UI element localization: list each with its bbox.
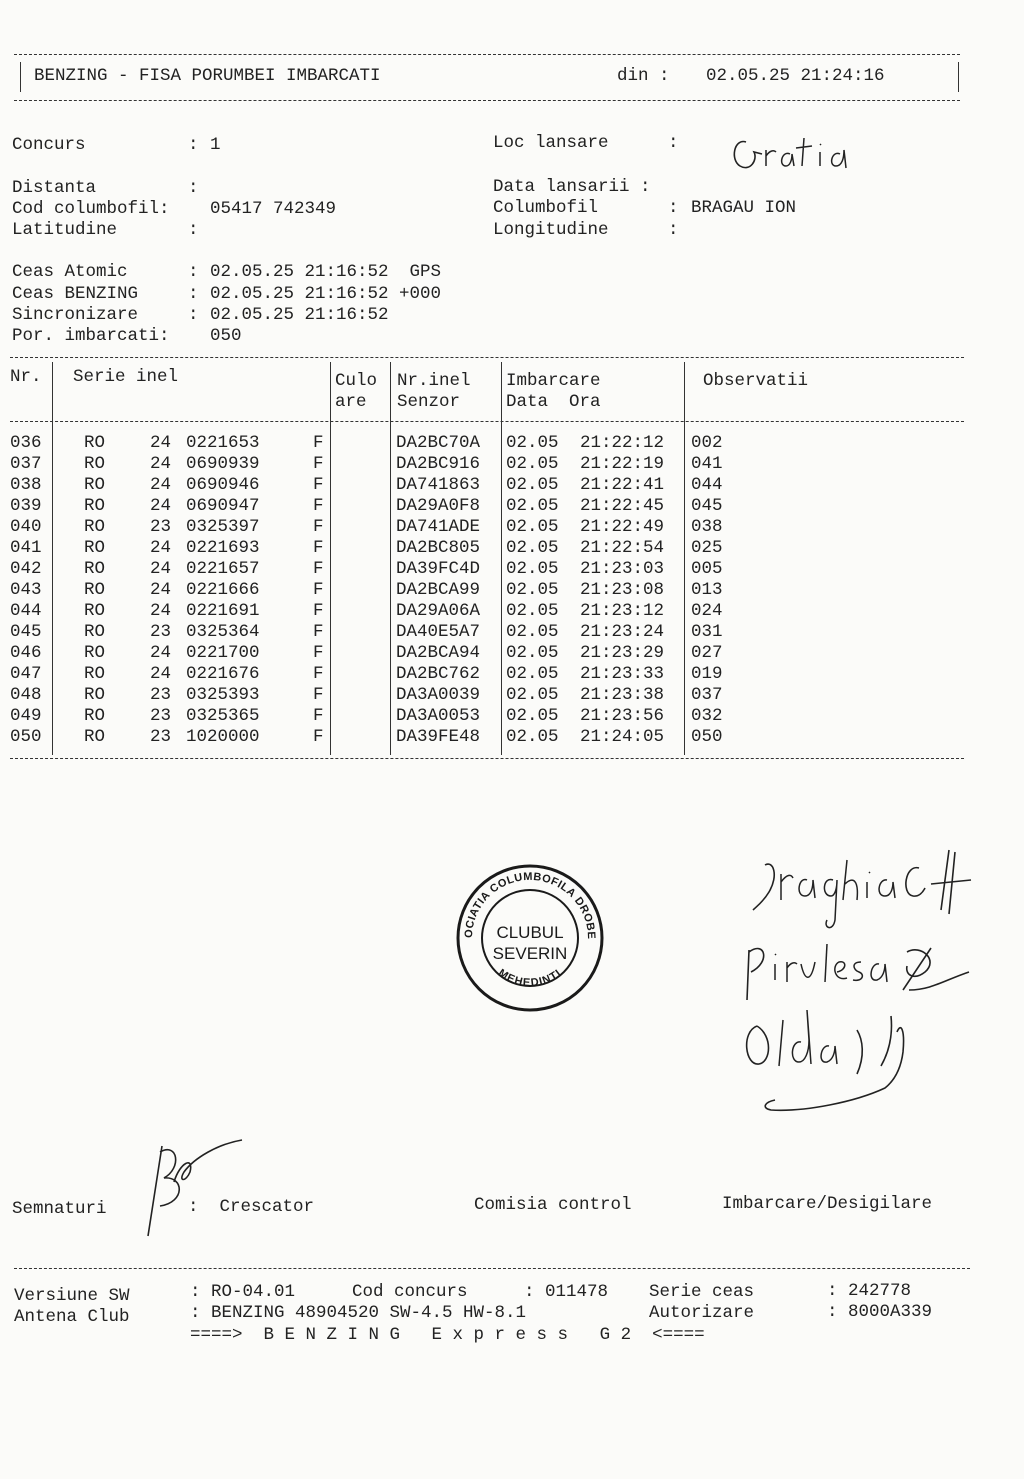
- stamp-seal: [450, 858, 610, 1018]
- cell-ora: 21:23:29: [580, 643, 665, 663]
- cell-obs: 002: [691, 433, 723, 453]
- loc-lansare-label: Loc lansare: [493, 133, 609, 153]
- cell-ora: 21:22:54: [580, 538, 665, 558]
- cell-data: 02.05: [506, 664, 559, 684]
- cell-senzor: DA2BC762: [396, 664, 481, 684]
- cod-columbofil-value: 05417 742349: [210, 199, 337, 219]
- crescator-label: : Crescator: [188, 1197, 315, 1217]
- cell-senzor: DA2BC70A: [396, 433, 481, 453]
- table-row: [10, 433, 723, 454]
- cell-senzor: DA29A0F8: [396, 496, 481, 516]
- col-header-serie: Serie inel: [73, 367, 179, 387]
- cell-senzor: DA29A06A: [396, 601, 481, 621]
- table-bottom-rule: [10, 758, 964, 759]
- breeder-signature: [138, 1132, 248, 1247]
- cell-obs: 025: [691, 538, 723, 558]
- cell-tara: RO: [84, 475, 106, 495]
- concurs-label: Concurs: [12, 135, 86, 155]
- header-top-rule: [14, 54, 960, 55]
- handwritten-signatures: [735, 840, 1005, 1120]
- footer-rule: [14, 1268, 970, 1269]
- cell-tara: RO: [84, 496, 106, 516]
- ceas-atomic-label: Ceas Atomic: [12, 262, 128, 282]
- cell-tara: RO: [84, 433, 106, 453]
- cell-nr: 038: [10, 475, 42, 495]
- cell-obs: 027: [691, 643, 723, 663]
- cell-inel: 0221700: [186, 643, 260, 663]
- cell-an: 24: [150, 643, 172, 663]
- cell-inel: 1020000: [186, 727, 260, 747]
- cell-inel: 0221693: [186, 538, 260, 558]
- concurs-colon: :: [188, 135, 199, 155]
- cell-tara: RO: [84, 643, 106, 663]
- stamp-arc-top: OCIATIA COLUMBOFILA DROBE: [462, 870, 598, 940]
- cell-obs: 050: [691, 727, 723, 747]
- cell-senzor: DA741ADE: [396, 517, 481, 537]
- cell-nr: 045: [10, 622, 42, 642]
- stamp-arc-bottom: MEHEDINTI: [495, 967, 565, 990]
- antena-club-value: : BENZING 48904520 SW-4.5 HW-8.1: [190, 1303, 527, 1323]
- handwriting-breeder-signature: [138, 1132, 248, 1242]
- table-header-rule: [10, 421, 964, 422]
- por-imbarcati-label: Por. imbarcati:: [12, 326, 170, 346]
- cell-obs: 037: [691, 685, 723, 705]
- table-row: [10, 643, 723, 664]
- table-divider-2: [330, 362, 331, 755]
- print-date-label: din :: [617, 66, 670, 86]
- cell-an: 24: [150, 664, 172, 684]
- cell-ora: 21:22:19: [580, 454, 665, 474]
- latitudine-colon: :: [188, 220, 199, 240]
- cell-nr: 044: [10, 601, 42, 621]
- table-divider-5: [684, 362, 685, 755]
- cell-senzor: DA3A0053: [396, 706, 481, 726]
- cell-an: 24: [150, 454, 172, 474]
- cell-senzor: DA2BC916: [396, 454, 481, 474]
- comisia-control-label: Comisia control: [474, 1195, 632, 1215]
- table-row: [10, 622, 723, 643]
- cell-obs: 041: [691, 454, 723, 474]
- cell-data: 02.05: [506, 706, 559, 726]
- cell-obs: 005: [691, 559, 723, 579]
- cell-sex: F: [313, 685, 324, 705]
- document-title: BENZING - FISA PORUMBEI IMBARCATI: [34, 66, 381, 86]
- cell-inel: 0221691: [186, 601, 260, 621]
- cell-data: 02.05: [506, 433, 559, 453]
- cell-tara: RO: [84, 706, 106, 726]
- autorizare-value: : 8000A339: [827, 1302, 933, 1322]
- versiune-sw-value: : RO-04.01: [190, 1282, 296, 1302]
- cell-sex: F: [313, 580, 324, 600]
- cell-senzor: DA2BCA99: [396, 580, 481, 600]
- autorizare-label: Autorizare: [649, 1303, 755, 1323]
- table-row: [10, 664, 723, 685]
- cell-senzor: DA3A0039: [396, 685, 481, 705]
- cell-nr: 046: [10, 643, 42, 663]
- longitudine-colon: :: [668, 220, 679, 240]
- cell-nr: 047: [10, 664, 42, 684]
- cell-tara: RO: [84, 664, 106, 684]
- distanta-label: Distanta: [12, 178, 97, 198]
- cell-obs: 024: [691, 601, 723, 621]
- cell-sex: F: [313, 454, 324, 474]
- cell-inel: 0690939: [186, 454, 260, 474]
- table-row: [10, 517, 723, 538]
- table-divider-3: [390, 362, 391, 755]
- cell-an: 24: [150, 433, 172, 453]
- stamp-line-1: CLUBUL: [496, 923, 564, 942]
- cell-nr: 049: [10, 706, 42, 726]
- cell-tara: RO: [84, 454, 106, 474]
- cell-obs: 045: [691, 496, 723, 516]
- cell-obs: 044: [691, 475, 723, 495]
- cell-tara: RO: [84, 622, 106, 642]
- cell-tara: RO: [84, 727, 106, 747]
- imbarcare-desigilare-label: Imbarcare/Desigilare: [722, 1194, 933, 1214]
- cell-sex: F: [313, 601, 324, 621]
- cell-ora: 21:22:45: [580, 496, 665, 516]
- cell-data: 02.05: [506, 685, 559, 705]
- cell-inel: 0221657: [186, 559, 260, 579]
- cell-nr: 043: [10, 580, 42, 600]
- cell-ora: 21:22:41: [580, 475, 665, 495]
- col-header-observatii: Observatii: [703, 371, 809, 391]
- cell-sex: F: [313, 517, 324, 537]
- cell-an: 24: [150, 475, 172, 495]
- cell-ora: 21:23:33: [580, 664, 665, 684]
- col-header-nrinel-2: Senzor: [397, 392, 461, 412]
- cell-an: 24: [150, 496, 172, 516]
- cell-an: 23: [150, 727, 172, 747]
- cell-ora: 21:23:56: [580, 706, 665, 726]
- cell-ora: 21:23:03: [580, 559, 665, 579]
- cell-inel: 0325365: [186, 706, 260, 726]
- longitudine-label: Longitudine: [493, 220, 609, 240]
- col-header-culoare-2: are: [335, 392, 367, 412]
- cell-senzor: DA39FE48: [396, 727, 481, 747]
- cell-inel: 0221653: [186, 433, 260, 453]
- cell-tara: RO: [84, 559, 106, 579]
- table-top-rule: [10, 357, 964, 358]
- cell-nr: 050: [10, 727, 42, 747]
- cell-data: 02.05: [506, 538, 559, 558]
- ceas-atomic-colon: :: [188, 262, 199, 282]
- cell-tara: RO: [84, 685, 106, 705]
- cell-data: 02.05: [506, 475, 559, 495]
- table-row: [10, 580, 723, 601]
- table-row: [10, 706, 723, 727]
- cell-senzor: DA39FC4D: [396, 559, 481, 579]
- cell-sex: F: [313, 643, 324, 663]
- cell-data: 02.05: [506, 496, 559, 516]
- cell-ora: 21:23:08: [580, 580, 665, 600]
- cell-nr: 041: [10, 538, 42, 558]
- cell-nr: 048: [10, 685, 42, 705]
- cell-ora: 21:23:38: [580, 685, 665, 705]
- ceas-benzing-value: 02.05.25 21:16:52 +000: [210, 284, 442, 304]
- distanta-colon: :: [188, 178, 199, 198]
- cell-data: 02.05: [506, 643, 559, 663]
- table-row: [10, 559, 723, 580]
- columbofil-label: Columbofil: [493, 198, 599, 218]
- cell-inel: 0221676: [186, 664, 260, 684]
- cell-inel: 0325364: [186, 622, 260, 642]
- cell-senzor: DA2BC805: [396, 538, 481, 558]
- cell-nr: 042: [10, 559, 42, 579]
- col-header-nr: Nr.: [10, 367, 42, 387]
- cell-inel: 0690947: [186, 496, 260, 516]
- cell-data: 02.05: [506, 517, 559, 537]
- header-right-bar: [958, 62, 959, 92]
- club-stamp: [450, 858, 610, 1023]
- cell-sex: F: [313, 433, 324, 453]
- header-left-bar: [20, 62, 21, 92]
- header-bottom-rule: [14, 100, 960, 101]
- cell-ora: 21:22:49: [580, 517, 665, 537]
- cell-an: 23: [150, 622, 172, 642]
- serie-ceas-label: Serie ceas: [649, 1282, 755, 1302]
- ceas-benzing-colon: :: [188, 284, 199, 304]
- cell-sex: F: [313, 496, 324, 516]
- cell-tara: RO: [84, 517, 106, 537]
- cell-nr: 039: [10, 496, 42, 516]
- cell-sex: F: [313, 664, 324, 684]
- cell-tara: RO: [84, 601, 106, 621]
- cod-concurs-label: Cod concurs: [352, 1282, 468, 1302]
- table-row: [10, 685, 723, 706]
- columbofil-colon: :: [668, 198, 679, 218]
- cell-an: 24: [150, 559, 172, 579]
- stamp-line-2: SEVERIN: [492, 944, 568, 963]
- cell-obs: 019: [691, 664, 723, 684]
- cell-data: 02.05: [506, 622, 559, 642]
- cod-concurs-value: : 011478: [524, 1282, 609, 1302]
- commission-signatures: [735, 840, 1005, 1125]
- col-header-imbarcare-2: Data Ora: [506, 392, 601, 412]
- cell-ora: 21:23:24: [580, 622, 665, 642]
- cell-an: 23: [150, 685, 172, 705]
- loc-lansare-colon: :: [668, 133, 679, 153]
- versiune-sw-label: Versiune SW: [14, 1286, 130, 1306]
- cell-tara: RO: [84, 538, 106, 558]
- sincronizare-value: 02.05.25 21:16:52: [210, 305, 389, 325]
- ceas-benzing-label: Ceas BENZING: [12, 284, 139, 304]
- cell-senzor: DA40E5A7: [396, 622, 481, 642]
- concurs-value: 1: [210, 135, 221, 155]
- cell-obs: 013: [691, 580, 723, 600]
- semnaturi-label: Semnaturi: [12, 1199, 107, 1219]
- cell-data: 02.05: [506, 601, 559, 621]
- cell-inel: 0325393: [186, 685, 260, 705]
- latitudine-label: Latitudine: [12, 220, 118, 240]
- ceas-atomic-value: 02.05.25 21:16:52 GPS: [210, 262, 442, 282]
- col-header-culoare-1: Culo: [335, 371, 378, 391]
- cell-an: 23: [150, 517, 172, 537]
- data-lansarii-label: Data lansarii :: [493, 177, 651, 197]
- cell-tara: RO: [84, 580, 106, 600]
- benzing-banner: ====> B E N Z I N G E x p r e s s G 2 <====: [190, 1325, 705, 1345]
- antena-club-label: Antena Club: [14, 1307, 130, 1327]
- loc-lansare-handwritten: [728, 120, 878, 185]
- cell-obs: 031: [691, 622, 723, 642]
- sincronizare-colon: :: [188, 305, 199, 325]
- cell-an: 24: [150, 601, 172, 621]
- cell-nr: 040: [10, 517, 42, 537]
- col-header-imbarcare-1: Imbarcare: [506, 371, 601, 391]
- sincronizare-label: Sincronizare: [12, 305, 139, 325]
- cell-ora: 21:23:12: [580, 601, 665, 621]
- cell-an: 23: [150, 706, 172, 726]
- cell-an: 24: [150, 580, 172, 600]
- cell-sex: F: [313, 622, 324, 642]
- cell-sex: F: [313, 475, 324, 495]
- cell-senzor: DA2BCA94: [396, 643, 481, 663]
- cell-ora: 21:24:05: [580, 727, 665, 747]
- cell-data: 02.05: [506, 727, 559, 747]
- por-imbarcati-value: 050: [210, 326, 242, 346]
- serie-ceas-value: : 242778: [827, 1281, 912, 1301]
- print-date-value: 02.05.25 21:24:16: [706, 66, 885, 86]
- cell-sex: F: [313, 538, 324, 558]
- cod-columbofil-label: Cod columbofil:: [12, 199, 170, 219]
- table-row: [10, 601, 723, 622]
- table-row: [10, 454, 723, 475]
- svg-text:MEHEDINTI: [496, 967, 564, 989]
- table-row: [10, 475, 723, 496]
- table-row: [10, 727, 723, 748]
- table-row: [10, 496, 723, 517]
- cell-data: 02.05: [506, 580, 559, 600]
- cell-ora: 21:22:12: [580, 433, 665, 453]
- cell-sex: F: [313, 727, 324, 747]
- cell-nr: 037: [10, 454, 42, 474]
- cell-senzor: DA741863: [396, 475, 481, 495]
- columbofil-value: BRAGAU ION: [691, 198, 797, 218]
- cell-data: 02.05: [506, 454, 559, 474]
- cell-obs: 032: [691, 706, 723, 726]
- cell-data: 02.05: [506, 559, 559, 579]
- cell-sex: F: [313, 559, 324, 579]
- cell-obs: 038: [691, 517, 723, 537]
- cell-nr: 036: [10, 433, 42, 453]
- cell-inel: 0325397: [186, 517, 260, 537]
- cell-sex: F: [313, 706, 324, 726]
- table-divider-4: [501, 362, 502, 755]
- handwriting-gratia: [728, 120, 878, 180]
- cell-inel: 0221666: [186, 580, 260, 600]
- cell-an: 24: [150, 538, 172, 558]
- cell-inel: 0690946: [186, 475, 260, 495]
- table-row: [10, 538, 723, 559]
- col-header-nrinel-1: Nr.inel: [397, 371, 471, 391]
